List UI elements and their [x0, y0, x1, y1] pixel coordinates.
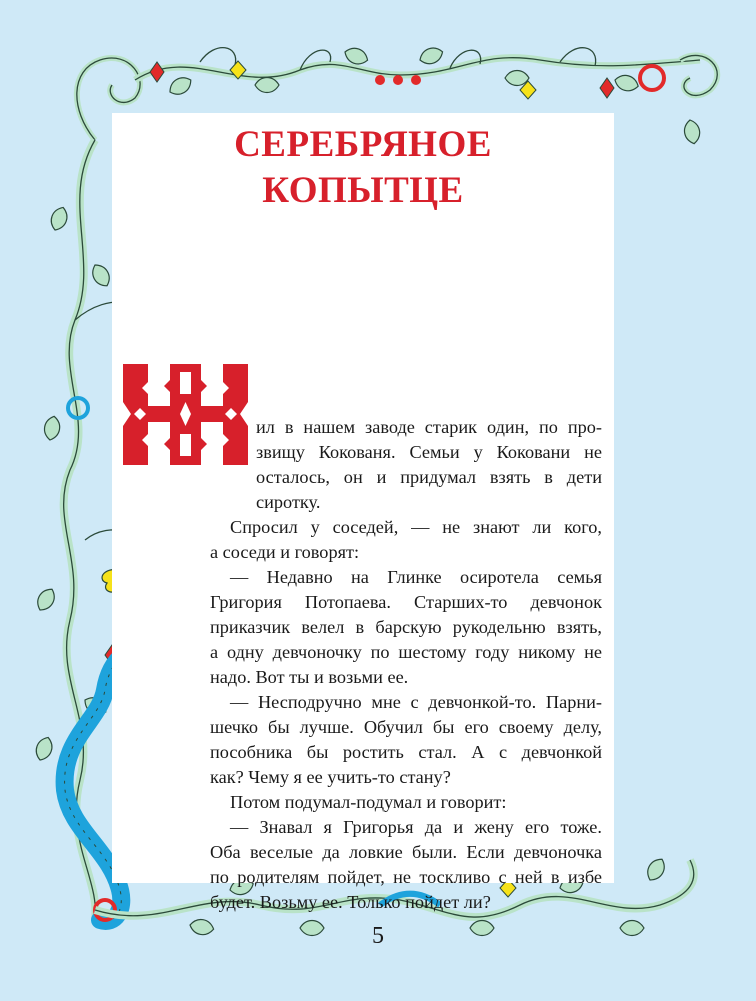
text-line: Оба веселые да ловкие были. Если девчоночка [210, 842, 602, 862]
text-line: а одну девчоночку по шестому году никому не [210, 642, 602, 662]
text-line: Григория Потопаева. Старших-то девчонок [210, 592, 602, 612]
text-line: приказчик велел в барскую рукодельню взять, [210, 617, 602, 637]
text-line: как? Чему я ее учить-то стану? [210, 767, 451, 787]
text-line: — Знавал я Григорья да и жену его тоже. [230, 817, 602, 837]
text-line: надо. Вот ты и возьми ее. [210, 667, 409, 687]
text-line: звищу Кокованя. Семьи у Коковани не [256, 442, 602, 462]
text-line: а соседи и говорят: [210, 542, 360, 562]
text-line: осталось, он и придумал взять в дети [256, 467, 602, 487]
text-line: сиротку. [256, 492, 321, 512]
title-line-1: СЕРЕБРЯНОЕ [234, 124, 492, 165]
text-line: Спросил у соседей, — не знают ли кого, [230, 517, 602, 537]
page-number: 5 [372, 923, 384, 949]
text-line: пособника бы ростить стал. А с девчонкой [210, 742, 602, 762]
text-line: по родителям пойдет, не тоскливо с ней в избе [210, 867, 602, 887]
text-line: шечко бы лучше. Обучил бы его своему делу, [210, 717, 602, 737]
text-line: Потом подумал-подумал и говорит: [230, 792, 507, 812]
text-line: — Недавно на Глинке осиротела семья [230, 567, 602, 587]
title-line-2: КОПЫТЦЕ [262, 170, 464, 211]
text-line: ил в нашем заводе старик один, по про- [256, 417, 602, 437]
text-line: — Несподручно мне с девчонкой-то. Парни- [230, 692, 602, 712]
page-title [112, 122, 614, 214]
dropcap-zhe-letter [118, 362, 253, 467]
text-line: будет. Возьму ее. Только пойдет ли? [210, 892, 491, 912]
